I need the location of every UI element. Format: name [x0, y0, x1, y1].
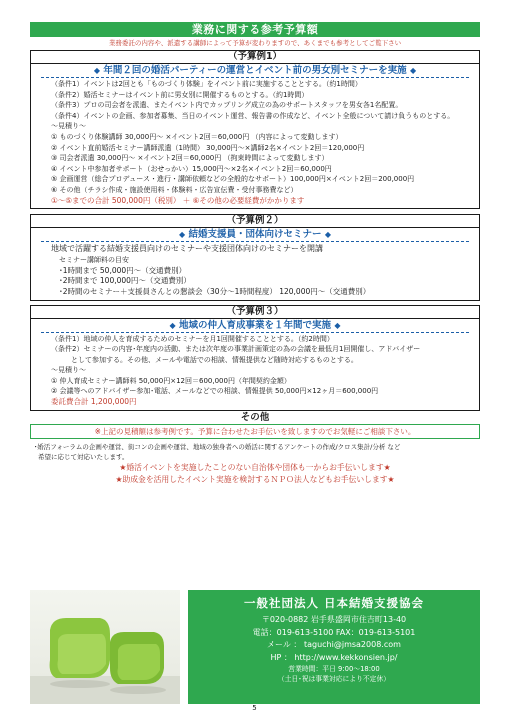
page-title: 業務に関する参考予算額 — [30, 22, 480, 37]
phone-fax: 電話：019-613-5100 FAX：019-613-5101 — [252, 627, 416, 637]
other-text: 希望に応じて対応いたします。 — [38, 452, 129, 461]
example1-estimate-label: ～見積り～ — [51, 122, 86, 131]
page-subtitle: 業務委託の内容や、派遣する講師によって予算が変わりますので、あくまでも参考としてご覧下さい — [108, 39, 402, 47]
example1-item: ⑥ その他（チラシ作成・施設使用料・体験料・広告宣伝費・受付事務費など） — [51, 185, 298, 194]
other-text-block — [30, 442, 480, 462]
diamond-icon: ◆ — [179, 230, 186, 240]
example1-item: ④ イベント中参加者サポート（おせっかい）15,000円～×2名×イベント2回＝60,000円 — [51, 164, 332, 173]
example1-label: （予算例1） — [31, 51, 479, 64]
example3-label: （予算例３） — [31, 305, 479, 319]
contact-footer — [30, 590, 480, 704]
other-note: ※上記の見積額は参考例です。予算に合わせたお手伝いを致しますのでお気軽にご相談下さい。 — [30, 424, 480, 439]
example1-condition: （条件3）プロの司会者を派遣、またイベント内でカップリング成立の為のサポートスタッフを男女各1名配置。 — [51, 101, 403, 110]
example3-item: ① 仲人育成セミナー講師料 50,000円×12回＝600,000円（年間契約金額） — [51, 376, 291, 385]
example1-total: ①～⑤までの合計 500,000円（税別） ＋ ⑥その他の必要経費がかかります — [51, 195, 305, 205]
example2-block — [30, 214, 480, 300]
diamond-icon: ◆ — [169, 320, 176, 330]
chairs-photo — [30, 590, 180, 704]
diamond-icon: ◆ — [93, 66, 101, 75]
contact-box — [188, 590, 480, 704]
other-star-line: ★婚活イベントを実施したことのない自治体や団体も一からお手伝いします★ — [119, 462, 391, 472]
example1-item: ⑤ 企画運営（総合プロデュース・進行・講師依頼などの全般的なサポート）100,000円×イベント2回＝200,000円 — [51, 175, 415, 184]
example2-label: （予算例２） — [31, 214, 479, 228]
example3-heading-text: 地域の仲人育成事業を１年間で実施 — [178, 319, 331, 331]
homepage-link[interactable]: HP ： http://www.kekkonsien.jp/ — [270, 652, 398, 662]
example2-heading — [41, 228, 469, 242]
example1-item: ② イベント直前婚活セミナー講師派遣（1時間） 30,000円～×講師2名×イベント2回＝120,000円 — [51, 143, 365, 152]
example1-item: ① ものづくり体験講師 30,000円～ ×イベント2回＝60,000円 （内容によって変動します） — [51, 132, 343, 141]
example2-sub: セミナー講師料の目安 — [59, 256, 129, 265]
diamond-icon: ◆ — [409, 66, 417, 75]
example3-item: ② 会議等へのアドバイザー参加･電話、メールなどでの相談、情報提供 50,000円×12ヶ月＝600,000円 — [51, 387, 379, 396]
example3-estimate-label: ～見積り～ — [51, 366, 86, 375]
example2-intro: 地域で活躍する結婚支援員向けのセミナーや支援団体向けのセミナーを開講 — [51, 244, 323, 254]
email[interactable]: メール ： taguchi@jmsa2008.com — [267, 640, 401, 649]
example3-block — [30, 305, 480, 411]
example3-total: 委託費合計 1,200,000円 — [51, 397, 137, 407]
other-star-line: ★助成金を活用したイベント実施を検討するＮＰＯ法人などもお手伝いします★ — [115, 474, 395, 484]
example3-condition: （条件2）セミナーの内容･年度内の活動、または次年度の事業計画策定の為の会議を最低月1回開催し、アドバイザー — [51, 345, 421, 354]
budget-page — [30, 22, 480, 486]
example3-heading — [41, 319, 469, 333]
address: 〒020-0882 岩手県盛岡市住吉町13-40 — [261, 615, 407, 624]
diamond-icon: ◆ — [324, 230, 331, 240]
example3-condition: （条件1）地域の仲人を育成するためのセミナーを月1回開催することとする。（約2時間） — [51, 334, 334, 343]
other-text: ･婚活フォーラムの企画や運営、街コンの企画や運営、地域の独身者への婚活に関するアンケートの作成/クロス集計/分析 など — [34, 442, 401, 451]
example1-heading — [41, 64, 469, 78]
business-hours: 営業時間：平日 9:00～18:00 — [288, 665, 380, 673]
example1-block — [30, 50, 480, 209]
example1-heading-text: 年間２回の婚活パーティーの運営とイベント前の男女別セミナーを実施 — [103, 65, 407, 76]
example1-item: ③ 司会者派遣 30,000円～ ×イベント2回＝60,000円 （拘束時間によって変動します） — [51, 154, 329, 163]
example2-item: ･2時間まで 100,000円～（交通費別） — [59, 276, 191, 286]
business-hours-note: （土日･祝は事業対応により不定休） — [277, 675, 391, 683]
example3-condition: として参加する。その他、メールや電話での相談、情報提供など随時対応するものとする。 — [71, 355, 358, 364]
example2-heading-text: 結婚支援員・団体向けセミナー — [188, 229, 322, 241]
diamond-icon: ◆ — [334, 320, 341, 330]
example1-condition: （条件2）婚活セミナーはイベント前に男女別に開催するものとする。（約1時間） — [51, 90, 309, 99]
example1-condition: （条件4）イベントの企画、参加者募集、当日のイベント運営、報告書の作成など、イベント全般について請け負うものとする。 — [51, 111, 455, 120]
example2-item: ･2時間のセミナー＋支援員さんとの懇談会（30分～1時間程度） 120,000円～（交通費別） — [59, 286, 371, 296]
page-number: 5 — [252, 704, 257, 712]
example1-condition: （条件1）イベントは2回とも「ものづくり体験」をイベント前に実施することとする。（約1時間） — [51, 80, 362, 88]
other-label: その他 — [240, 411, 270, 423]
example2-item: ･1時間まで 50,000円～（交通費別） — [59, 265, 187, 275]
org-name: 一般社団法人 日本結婚支援協会 — [243, 596, 424, 610]
